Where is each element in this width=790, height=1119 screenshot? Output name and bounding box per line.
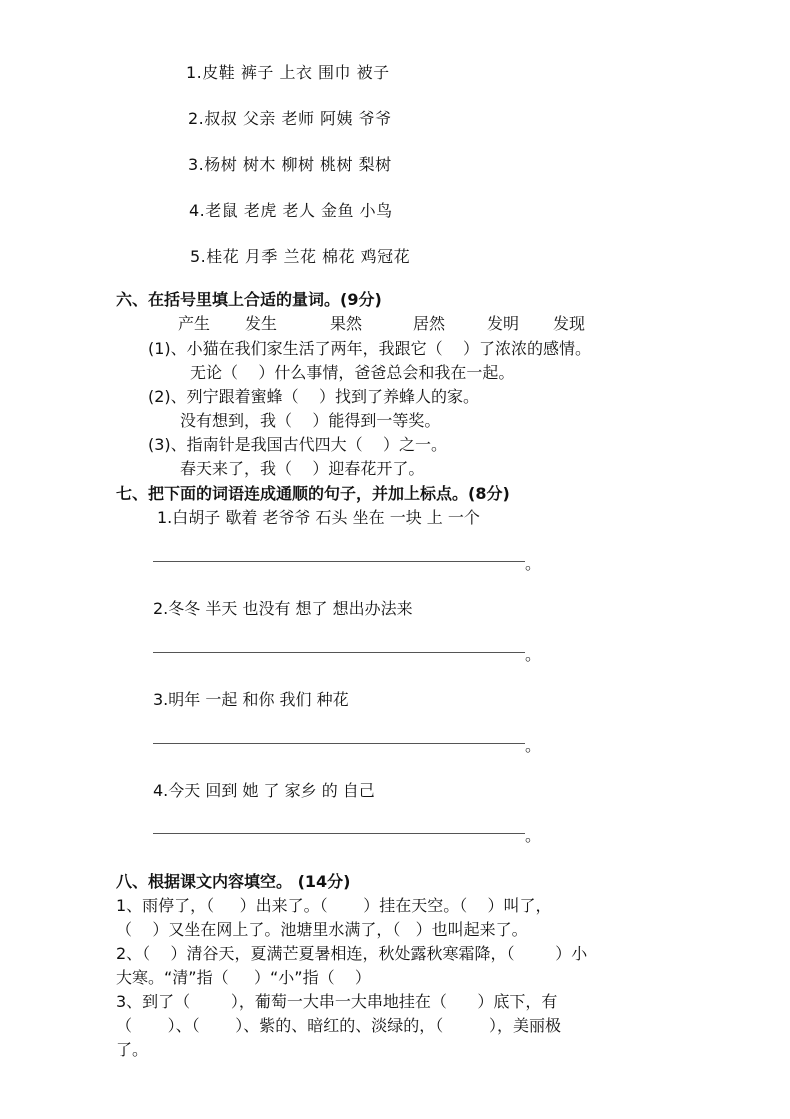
- section8-line-1: 1、雨停了，（ ）出来了。（ ）挂在天空。（ ）叫了，: [116, 896, 552, 915]
- answer-period-4: 。: [525, 826, 542, 845]
- section7-item-1: 1.白胡子 歇着 老爷爷 石头 坐在 一块 上 一个: [157, 508, 480, 527]
- section8-line-4: 大寒。“清”指（ ）“小”指（ ）: [116, 968, 371, 987]
- section6-line-1: (1)、小猫在我们家生活了两年，我跟它（ ）了浓浓的感情。: [148, 339, 592, 358]
- answer-line-4[interactable]: [153, 833, 525, 834]
- answer-period-3: 。: [525, 736, 542, 755]
- section6-word-3: 果然: [330, 314, 363, 333]
- answer-period-2: 。: [525, 645, 542, 664]
- section8-line-3: 2、（ ）清谷天，夏满芒夏暑相连，秋处露秋寒霜降，（ ）小: [116, 944, 588, 963]
- section6-line-2: 无论（ ）什么事情，爸爸总会和我在一起。: [190, 363, 515, 382]
- section6-word-2: 发生: [245, 314, 278, 333]
- section6-word-4: 居然: [413, 314, 446, 333]
- group-item-1: 1.皮鞋 裤子 上衣 围巾 被子: [186, 63, 390, 82]
- answer-period-1: 。: [525, 554, 542, 573]
- answer-line-3[interactable]: [153, 743, 525, 744]
- section6-word-1: 产生: [178, 314, 211, 333]
- section6-line-6: 春天来了，我（ ）迎春花开了。: [180, 459, 425, 478]
- section8-line-7: 了。: [116, 1040, 149, 1059]
- section6-line-3: (2)、列宁跟着蜜蜂（ ）找到了养蜂人的家。: [148, 387, 480, 406]
- section8-line-6: （ ）、（ ）、紫的、暗红的、淡绿的，（ ），美丽极: [116, 1016, 561, 1035]
- section8-line-2: （ ）又坐在网上了。池塘里水满了，（ ）也叫起来了。: [116, 920, 528, 939]
- section8-title: 八、根据课文内容填空。 (14分): [116, 872, 351, 891]
- group-item-5: 5.桂花 月季 兰花 棉花 鸡冠花: [190, 247, 411, 266]
- section7-title: 七、把下面的词语连成通顺的句子，并加上标点。(8分): [116, 484, 510, 503]
- section6-line-4: 没有想到，我（ ）能得到一等奖。: [180, 411, 441, 430]
- section8-line-5: 3、到了（ ），葡萄一大串一大串地挂在（ ）底下，有: [116, 992, 558, 1011]
- section7-item-4: 4.今天 回到 她 了 家乡 的 自己: [153, 781, 375, 800]
- section6-title: 六、在括号里填上合适的量词。(9分): [116, 290, 382, 309]
- section6-word-6: 发现: [553, 314, 586, 333]
- group-item-3: 3.杨树 树木 柳树 桃树 梨树: [188, 155, 392, 174]
- section6-word-5: 发明: [487, 314, 520, 333]
- answer-line-2[interactable]: [153, 652, 525, 653]
- section7-item-3: 3.明年 一起 和你 我们 种花: [153, 690, 349, 709]
- section6-line-5: (3)、指南针是我国古代四大（ ）之一。: [148, 435, 448, 454]
- section7-item-2: 2.冬冬 半天 也没有 想了 想出办法来: [153, 599, 413, 618]
- group-item-4: 4.老鼠 老虎 老人 金鱼 小鸟: [189, 201, 393, 220]
- group-item-2: 2.叔叔 父亲 老师 阿姨 爷爷: [188, 109, 392, 128]
- answer-line-1[interactable]: [153, 561, 525, 562]
